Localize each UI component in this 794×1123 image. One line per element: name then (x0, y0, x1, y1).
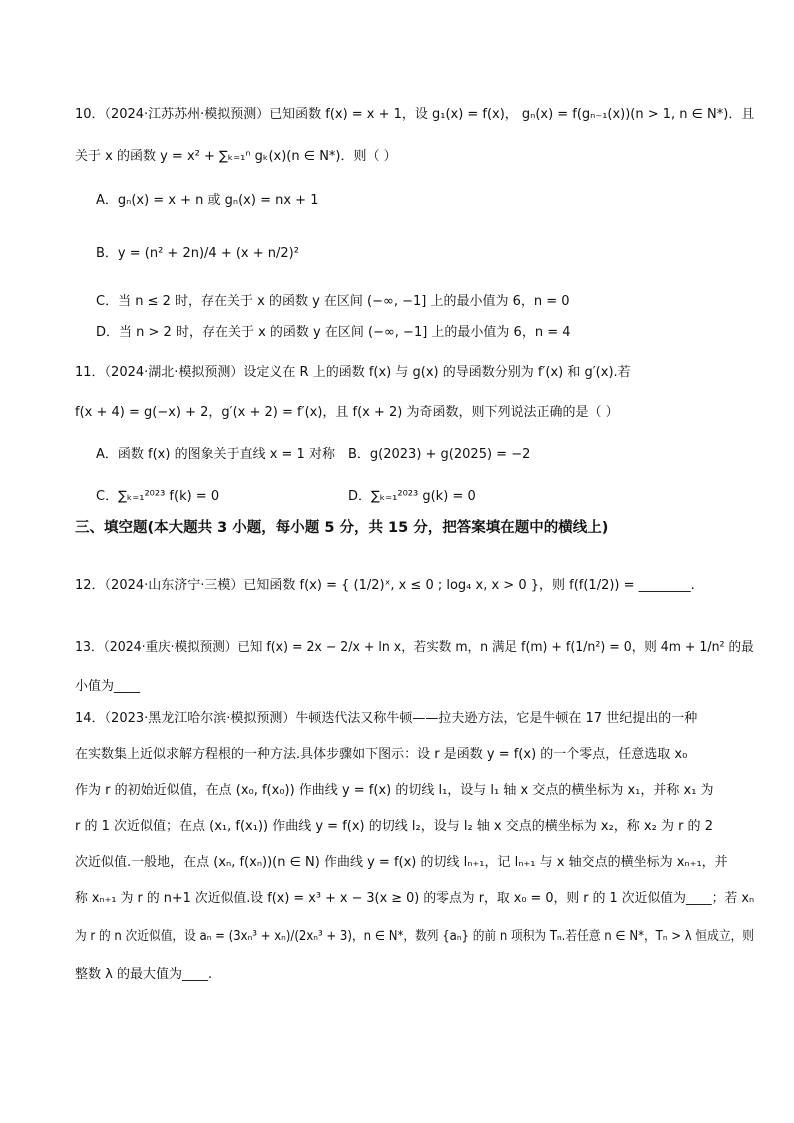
q11-option-a: A．函数 f(x) 的图象关于直线 x = 1 对称 (96, 447, 335, 462)
q10-option-d: D．当 n > 2 时，存在关于 x 的函数 y 在区间 (−∞, −1] 上的最小值为 6，n = 4 (96, 325, 571, 340)
q14-line-8: 整数 λ 的最大值为____. (75, 967, 213, 982)
q11-option-b: B．g(2023) + g(2025) = −2 (348, 447, 531, 462)
q14-line-3: 作为 r 的初始近似值，在点 (x₀, f(x₀)) 作曲线 y = f(x) 的切线 l₁，设与 l₁ 轴 x 交点的横坐标为 x₁，并称 x₁ 为 (75, 783, 714, 798)
q10-line-1: 10．（2024·江苏苏州·模拟预测）已知函数 f(x) = x + 1，设 g₁(x) = f(x)， gₙ(x) = f(gₙ₋₁(x))(n > 1, n ∈ N*)．且 (75, 107, 755, 122)
q10-line-2: 关于 x 的函数 y = x² + ∑ₖ₌₁ⁿ gₖ(x)(n ∈ N*)．则（ ） (75, 149, 397, 164)
q13-line-2: 小值为____ (75, 679, 141, 694)
q10-option-a: A．gₙ(x) = x + n 或 gₙ(x) = nx + 1 (96, 193, 319, 208)
q14-line-6: 称 xₙ₊₁ 为 r 的 n+1 次近似值.设 f(x) = x³ + x − 3(x ≥ 0) 的零点为 r，取 x₀ = 0，则 r 的 1 次近似值为____；若 xₙ (75, 891, 755, 906)
q10-option-c: C．当 n ≤ 2 时，存在关于 x 的函数 y 在区间 (−∞, −1] 上的最小值为 6，n = 0 (96, 294, 570, 309)
q11-line-1: 11．（2024·湖北·模拟预测）设定义在 R 上的函数 f(x) 与 g(x) 的导函数分别为 f′(x) 和 g′(x).若 (75, 365, 631, 380)
q14-line-1: 14．（2023·黑龙江哈尔滨·模拟预测）牛顿迭代法又称牛顿——拉夫逊方法，它是牛顿在 17 世纪提出的一种 (75, 711, 698, 726)
q14-line-4: r 的 1 次近似值；在点 (x₁, f(x₁)) 作曲线 y = f(x) 的切线 l₂，设与 l₂ 轴 x 交点的横坐标为 x₂，称 x₂ 为 r 的 2 (75, 819, 713, 834)
q14-line-7: 为 r 的 n 次近似值，设 aₙ = (3xₙ³ + xₙ)/(2xₙ³ + 3)，n ∈ N*，数列 {aₙ} 的前 n 项积为 Tₙ.若任意 n ∈ N*，Tₙ > λ 恒成立，则 (75, 929, 754, 944)
q12-line-1: 12．（2024·山东济宁·三模）已知函数 f(x) = { (1/2)ˣ, x ≤ 0 ; log₄ x, x > 0 }，则 f(f(1/2)) = ________. (75, 578, 695, 593)
q13-line-1: 13．（2024·重庆·模拟预测）已知 f(x) = 2x − 2/x + ln x，若实数 m，n 满足 f(m) + f(1/n²) = 0，则 4m + 1/n² 的最 (75, 640, 754, 655)
section-3-heading: 三、填空题(本大题共 3 小题，每小题 5 分，共 15 分，把答案填在题中的横线上) (75, 520, 609, 536)
q11-option-c: C．∑ₖ₌₁²⁰²³ f(k) = 0 (96, 489, 220, 504)
q14-line-5: 次近似值.一般地，在点 (xₙ, f(xₙ))(n ∈ N) 作曲线 y = f(x) 的切线 lₙ₊₁，记 lₙ₊₁ 与 x 轴交点的横坐标为 xₙ₊₁，并 (75, 855, 728, 870)
q14-line-2: 在实数集上近似求解方程根的一种方法.具体步骤如下图示：设 r 是函数 y = f(x) 的一个零点，任意选取 x₀ (75, 747, 688, 762)
q11-option-d: D．∑ₖ₌₁²⁰²³ g(k) = 0 (348, 489, 476, 504)
q11-line-2: f(x + 4) = g(−x) + 2，g′(x + 2) = f′(x)，且 f(x + 2) 为奇函数，则下列说法正确的是（ ） (75, 405, 619, 420)
q10-option-b: B．y = (n² + 2n)/4 + (x + n/2)² (96, 246, 299, 261)
